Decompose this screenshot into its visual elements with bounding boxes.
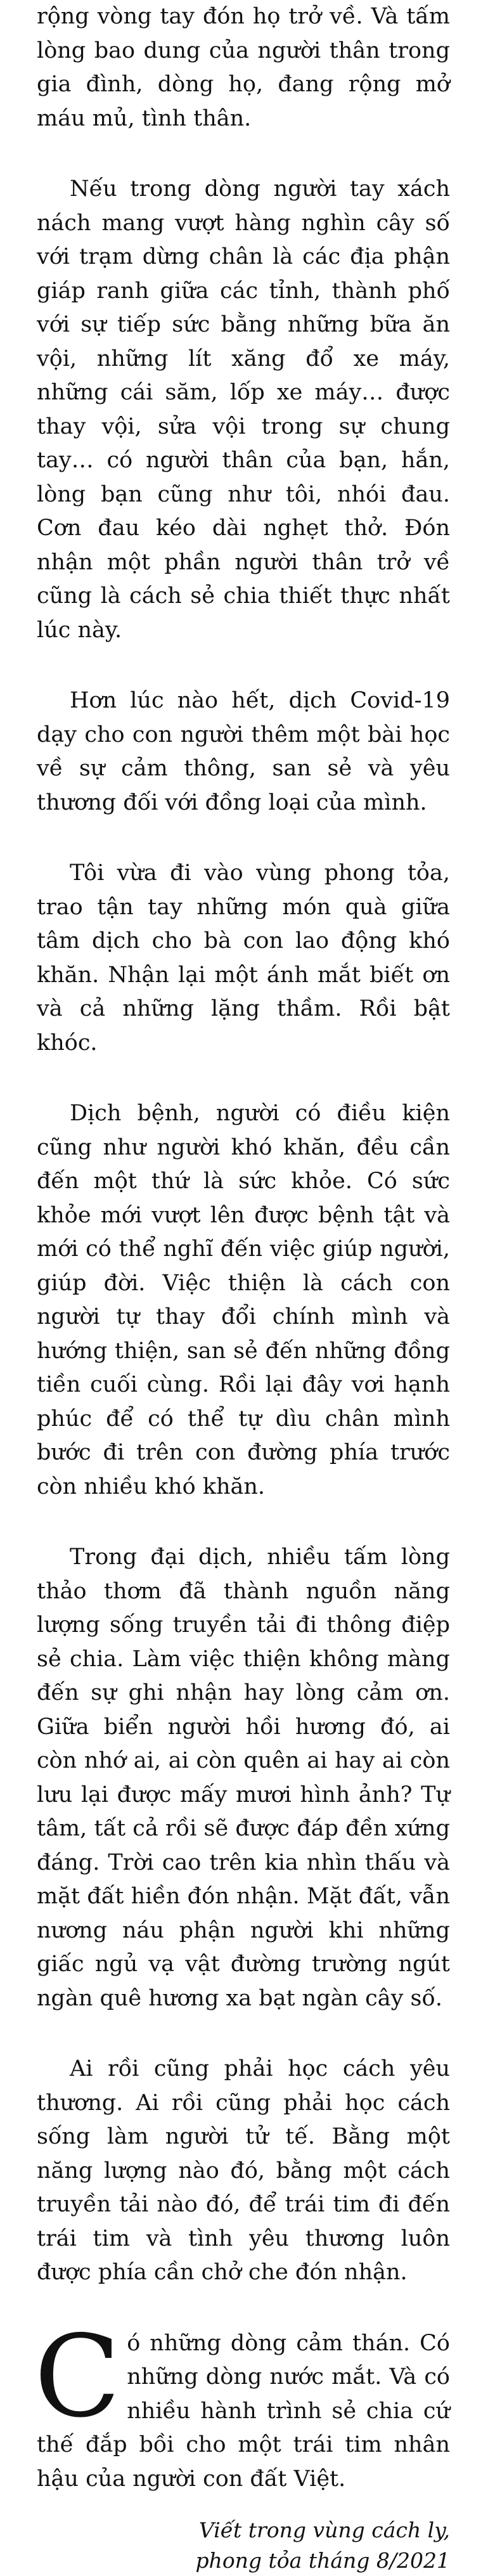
paragraph-gap bbox=[37, 2016, 450, 2052]
signature-line-2: phong tỏa tháng 8/2021 bbox=[195, 2548, 450, 2573]
paragraph-gap bbox=[37, 1060, 450, 1097]
paragraph-3: Hơn lúc nào hết, dịch Covid-19 dạy cho con người thêm một bài học về sự cảm thông, san sẻ và yêu thương đối với đồng loại của mình. bbox=[37, 688, 450, 815]
paragraph-gap bbox=[37, 2290, 450, 2327]
paragraph-1: rộng vòng tay đón họ trở về. Và tấm lòng bao dung của người thân trong gia đình, dòng họ, đang rộng mở máu mủ, tình thân. bbox=[37, 4, 450, 131]
paragraph-gap bbox=[37, 136, 450, 172]
paragraph-7: Ai rồi cũng phải học cách yêu thương. Ai rồi cũng phải học cách sống làm người tử tế. Bằng một năng lượng nào đó, bằng một cách truyền tải nào đó, để trái tim đi đến trái tim và tình yêu thương luôn được phía cần chở che đón nhận. bbox=[37, 2056, 450, 2285]
drop-cap-letter: C bbox=[34, 2310, 121, 2442]
paragraph-5: Dịch bệnh, người có điều kiện cũng như người khó khăn, đều cần đến một thứ là sức khỏe. Có sức khỏe mới vượt lên được bệnh tật và mới có thể nghĩ đến việc giúp người, giúp đời. Việc thiện là cách con người tự thay đổi chính mình và hướng thiện, san sẻ đến những đồng tiền cuối cùng. Rồi lại đây vơi hạnh phúc để có thể tự dìu chân mình bước đi trên con đường phía trước còn nhiều khó khăn. bbox=[37, 1101, 450, 1499]
closing-paragraph-text: ó những dòng cảm thán. Có những dòng nước mắt. Và có nhiều hành trình sẻ chia cứ thế đắp bồi cho một trái tim nhân hậu của người con đất Việt. bbox=[37, 2330, 450, 2492]
paragraph-gap bbox=[37, 647, 450, 684]
signature-line-1: Viết trong vùng cách ly, bbox=[198, 2518, 450, 2542]
paragraph-2: Nếu trong dòng người tay xách nách mang vượt hàng nghìn cây số với trạm dừng chân là các địa phận giáp ranh giữa các tỉnh, thành phố với sự tiếp sức bằng những bữa ăn vội, những lít xăng đổ xe máy, những cái săm, lốp xe máy… được thay vội, sửa vội trong sự chung tay… có người thân của bạn, hắn, lòng bạn cũng như tôi, nhói đau. Cơn đau kéo dài nghẹt thở. Đón nhận một phần người thân trở về cũng là cách sẻ chia thiết thực nhất lúc này. bbox=[37, 176, 450, 643]
paragraph-gap bbox=[37, 1504, 450, 1541]
signature-block bbox=[37, 2515, 450, 2576]
closing-paragraph bbox=[34, 2310, 450, 2497]
paragraph-4: Tôi vừa đi vào vùng phong tỏa, trao tận tay những món quà giữa tâm dịch cho bà con lao động khó khăn. Nhận lại một ánh mắt biết ơn và cả những lặng thầm. Rồi bật khóc. bbox=[37, 860, 450, 1056]
paragraph-gap bbox=[37, 820, 450, 857]
paragraph-6: Trong đại dịch, nhiều tấm lòng thảo thơm đã thành nguồn năng lượng sống truyền tải đi thông điệp sẻ chia. Làm việc thiện không màng đến sự ghi nhận hay lòng cảm ơn. Giữa biển người hồi hương đó, ai còn nhớ ai, ai còn quên ai hay ai còn lưu lại được mấy mươi hình ảnh? Tự tâm, tất cả rồi sẽ được đáp đền xứng đáng. Trời cao trên kia nhìn thấu và mặt đất hiền đón nhận. Mặt đất, vẫn nương náu phận người khi những giấc ngủ vạ vật đường trường ngút ngàn quê hương xa bạt ngàn cây số. bbox=[37, 1544, 450, 2011]
